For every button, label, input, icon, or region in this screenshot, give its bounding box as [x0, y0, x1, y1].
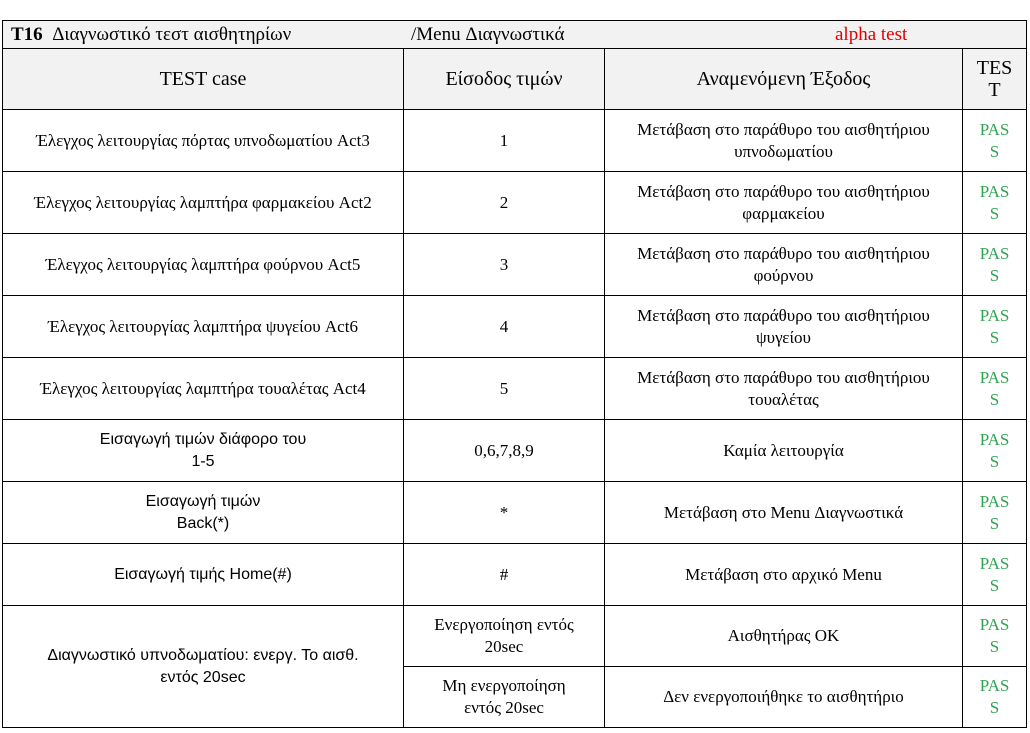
input-cell: 4 — [404, 296, 605, 358]
menu-path: /Menu Διαγνωστικά — [411, 23, 565, 45]
result-line2: S — [989, 389, 1000, 409]
input-cell: 0,6,7,8,9 — [404, 420, 605, 482]
result-cell — [963, 667, 1027, 728]
result-cell — [963, 482, 1027, 544]
table-row — [3, 358, 1027, 420]
expected-cell: Μετάβαση στο παράθυρο του αισθητήριου υπνοδωματίου — [605, 110, 963, 172]
result-line1: PAS — [979, 491, 1010, 511]
table-row — [3, 606, 1027, 667]
case-cell: Εισαγωγή τιμής Home(#) — [3, 544, 404, 606]
test-document — [2, 20, 1026, 728]
expected-cell: Αισθητήρας ΟΚ — [605, 606, 963, 667]
col-header-test-line2: T — [988, 79, 1001, 101]
result-line1: PAS — [979, 367, 1010, 387]
input-line1: Μη ενεργοποίηση — [442, 676, 566, 695]
case-cell: Έλεγχος λειτουργίας λαμπτήρα ψυγείου Act6 — [3, 296, 404, 358]
case-line1: Εισαγωγή τιμών διάφορο του — [99, 430, 307, 448]
result-line1: PAS — [979, 553, 1010, 573]
result-line2: S — [989, 698, 1000, 717]
input-line2: 20sec — [484, 637, 524, 656]
result-cell — [963, 110, 1027, 172]
header-row — [3, 49, 1027, 110]
result-line1: PAS — [979, 615, 1010, 634]
case-cell — [3, 420, 404, 482]
table-row — [3, 420, 1027, 482]
test-table — [2, 20, 1027, 728]
table-row — [3, 544, 1027, 606]
col-header-test — [963, 49, 1027, 110]
col-header-case: TEST case — [3, 49, 404, 110]
case-line1: Διαγνωστικό υπνοδωματίου: ενεργ. Το αισθ. — [47, 646, 359, 664]
test-title: Διαγνωστικό τεστ αισθητηρίων — [52, 23, 292, 45]
result-line1: PAS — [979, 429, 1010, 449]
input-cell: 2 — [404, 172, 605, 234]
table-row — [3, 296, 1027, 358]
input-cell — [404, 667, 605, 728]
input-cell: 5 — [404, 358, 605, 420]
input-cell: 1 — [404, 110, 605, 172]
result-line2: S — [989, 513, 1000, 533]
result-line2: S — [989, 327, 1000, 347]
result-cell — [963, 544, 1027, 606]
input-cell: # — [404, 544, 605, 606]
result-cell — [963, 172, 1027, 234]
test-id: T16 — [11, 23, 43, 45]
case-cell: Έλεγχος λειτουργίας λαμπτήρα τουαλέτας Act4 — [3, 358, 404, 420]
input-line1: Ενεργοποίηση εντός — [434, 615, 574, 634]
result-line1: PAS — [979, 119, 1010, 139]
table-row — [3, 172, 1027, 234]
col-header-expected: Αναμενόμενη Έξοδος — [605, 49, 963, 110]
case-cell: Έλεγχος λειτουργίας λαμπτήρα φαρμακείου Act2 — [3, 172, 404, 234]
expected-cell: Μετάβαση στο παράθυρο του αισθητήριου φούρνου — [605, 234, 963, 296]
col-header-input: Είσοδος τιμών — [404, 49, 605, 110]
result-line1: PAS — [979, 243, 1010, 263]
case-line2: Back(*) — [176, 514, 230, 532]
case-line1: Εισαγωγή τιμών — [145, 492, 261, 510]
result-line2: S — [989, 637, 1000, 656]
result-cell — [963, 234, 1027, 296]
expected-cell: Δεν ενεργοποιήθηκε το αισθητήριο — [605, 667, 963, 728]
result-line2: S — [989, 575, 1000, 595]
result-line2: S — [989, 203, 1000, 223]
result-line2: S — [989, 451, 1000, 471]
result-cell — [963, 358, 1027, 420]
result-line1: PAS — [979, 181, 1010, 201]
col-header-test-line1: TES — [976, 57, 1013, 79]
input-cell: * — [404, 482, 605, 544]
result-line1: PAS — [979, 676, 1010, 695]
expected-cell: Μετάβαση στο παράθυρο του αισθητήριου φαρμακείου — [605, 172, 963, 234]
result-line1: PAS — [979, 305, 1010, 325]
result-cell — [963, 296, 1027, 358]
result-line2: S — [989, 141, 1000, 161]
case-line2: εντός 20sec — [160, 668, 246, 686]
case-cell: Έλεγχος λειτουργίας πόρτας υπνοδωματίου Act3 — [3, 110, 404, 172]
expected-cell: Μετάβαση στο αρχικό Menu — [605, 544, 963, 606]
result-cell — [963, 606, 1027, 667]
table-row — [3, 482, 1027, 544]
case-line2: 1-5 — [191, 452, 215, 470]
result-line2: S — [989, 265, 1000, 285]
title-cell — [3, 21, 1027, 49]
expected-cell: Μετάβαση στο παράθυρο του αισθητήριου τουαλέτας — [605, 358, 963, 420]
expected-cell: Καμία λειτουργία — [605, 420, 963, 482]
input-cell — [404, 606, 605, 667]
title-row — [3, 21, 1027, 49]
case-cell — [3, 482, 404, 544]
result-cell — [963, 420, 1027, 482]
table-row — [3, 110, 1027, 172]
expected-cell: Μετάβαση στο Menu Διαγνωστικά — [605, 482, 963, 544]
input-line2: εντός 20sec — [464, 698, 544, 717]
phase-label: alpha test — [835, 23, 908, 45]
table-row — [3, 234, 1027, 296]
input-cell: 3 — [404, 234, 605, 296]
group-case-cell — [3, 606, 404, 728]
expected-cell: Μετάβαση στο παράθυρο του αισθητήριου ψυγείου — [605, 296, 963, 358]
case-cell: Έλεγχος λειτουργίας λαμπτήρα φούρνου Act5 — [3, 234, 404, 296]
